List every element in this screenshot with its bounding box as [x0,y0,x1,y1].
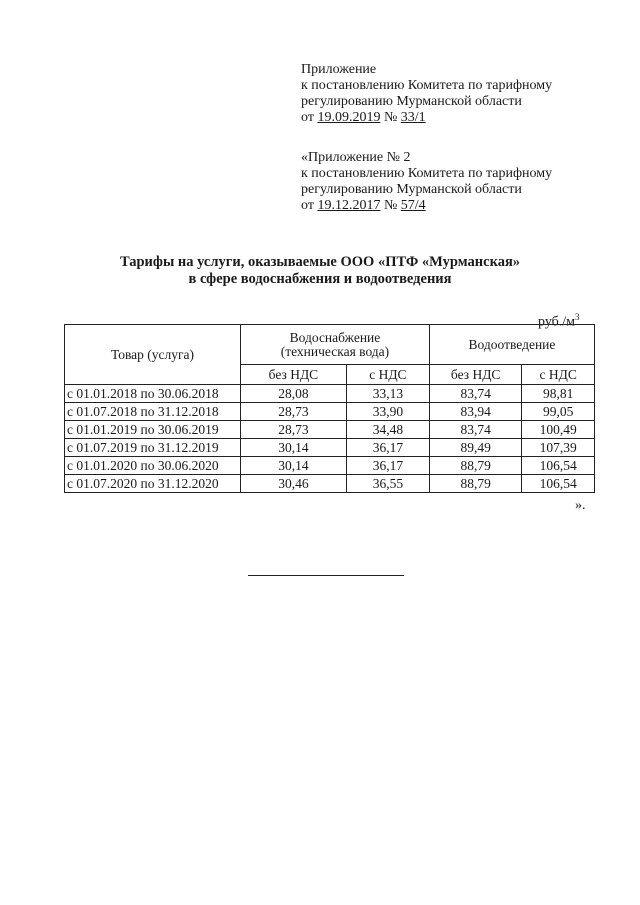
resolution-number: 57/4 [400,198,426,213]
committee-line: регулированию Мурманской области [301,182,522,197]
number-prefix: № [380,110,401,125]
cell-period: с 01.07.2020 по 31.12.2020 [65,475,241,493]
cell-water-no-vat: 28,73 [241,403,347,421]
original-appendix-header [301,150,552,214]
subheader-sewer-vat: с НДС [522,365,595,385]
cell-sewer-no-vat: 88,79 [429,457,522,475]
cell-water-no-vat: 28,08 [241,385,347,403]
table-row [65,439,595,457]
resolution-date-line [301,110,552,126]
cell-water-no-vat: 30,14 [241,457,347,475]
header-water-line-2: (техническая вода) [280,343,390,359]
cell-sewer-no-vat: 83,74 [429,385,522,403]
header-product: Товар (услуга) [65,325,241,385]
cell-period: с 01.01.2019 по 30.06.2019 [65,421,241,439]
appendix-label: Приложение [301,62,377,77]
cell-water-no-vat: 30,14 [241,439,347,457]
resolution-line: к постановлению Комитета по тарифному [301,166,553,181]
table-row [65,475,595,493]
closing-quote: ». [575,498,586,513]
subheader-water-no-vat: без НДС [241,365,347,385]
cell-water-no-vat: 30,46 [241,475,347,493]
number-prefix: № [380,198,401,213]
cell-water-vat: 36,55 [346,475,429,493]
table-row [65,403,595,421]
cell-sewer-no-vat: 88,79 [429,475,522,493]
cell-sewer-vat: 98,81 [522,385,595,403]
cell-sewer-no-vat: 83,74 [429,421,522,439]
cell-period: с 01.07.2018 по 31.12.2018 [65,403,241,421]
header-water-supply [241,325,430,365]
cell-sewer-vat: 106,54 [522,457,595,475]
cell-water-vat: 33,13 [346,385,429,403]
table-row [65,421,595,439]
date-prefix: от [301,110,318,125]
separator-line [248,575,404,576]
table-row [65,385,595,403]
cell-period: с 01.07.2019 по 31.12.2019 [65,439,241,457]
subheader-water-vat: с НДС [346,365,429,385]
header-sewerage: Водоотведение [429,325,594,365]
cell-water-vat: 33,90 [346,403,429,421]
resolution-date: 19.09.2019 [317,110,381,125]
resolution-number: 33/1 [400,110,426,125]
table-row [65,457,595,475]
unit-superscript: 3 [575,312,580,322]
cell-sewer-no-vat: 89,49 [429,439,522,457]
cell-sewer-vat: 106,54 [522,475,595,493]
committee-line: регулированию Мурманской области [301,94,522,109]
cell-water-no-vat: 28,73 [241,421,347,439]
cell-sewer-vat: 100,49 [522,421,595,439]
header-water-line-1: Водоснабжение [289,329,381,345]
subheader-sewer-no-vat: без НДС [429,365,522,385]
title-line-2: в сфере водоснабжения и водоотведения [188,271,452,287]
cell-sewer-no-vat: 83,94 [429,403,522,421]
title-line-1: Тарифы на услуги, оказываемые ООО «ПТФ «Мурманская» [119,254,521,270]
resolution-date-line [301,198,552,214]
unit-text: руб./м [538,314,576,330]
table-header-row [65,325,595,365]
cell-period: с 01.01.2018 по 30.06.2018 [65,385,241,403]
cell-sewer-vat: 99,05 [522,403,595,421]
cell-water-vat: 36,17 [346,457,429,475]
resolution-line: к постановлению Комитета по тарифному [301,78,553,93]
appendix-label: «Приложение № 2 [301,150,411,165]
document-title [0,254,640,288]
cell-water-vat: 34,48 [346,421,429,439]
cell-period: с 01.01.2020 по 30.06.2020 [65,457,241,475]
date-prefix: от [301,198,318,213]
cell-water-vat: 36,17 [346,439,429,457]
resolution-date: 19.12.2017 [317,198,381,213]
cell-sewer-vat: 107,39 [522,439,595,457]
tariff-table [64,324,595,493]
appendix-header [301,62,552,126]
